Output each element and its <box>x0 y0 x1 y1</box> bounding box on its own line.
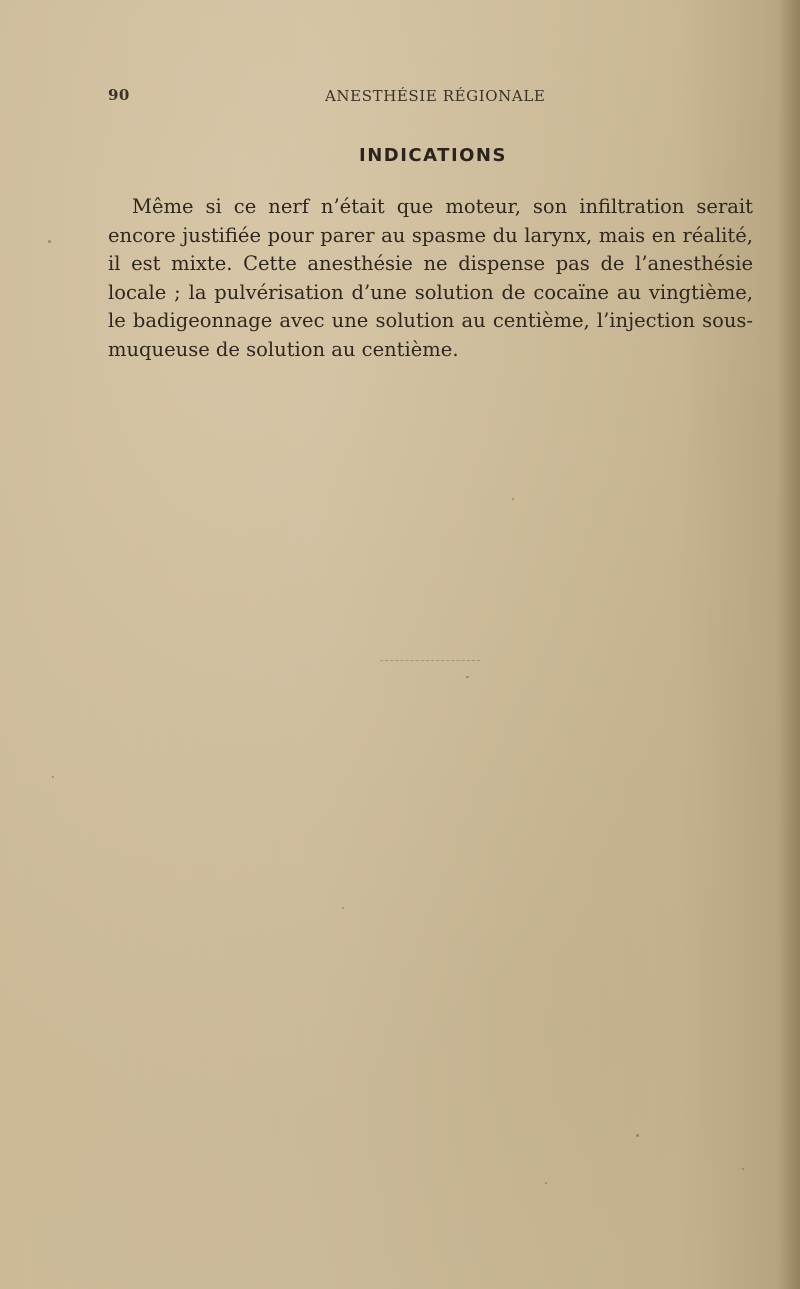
paper-speck <box>636 1134 639 1137</box>
paper-speck <box>512 498 514 500</box>
running-title: ANESTHÉSIE RÉGIONALE <box>325 87 546 105</box>
paper-speck <box>742 1168 744 1170</box>
paper-speck <box>52 776 54 778</box>
paper-speck <box>545 1182 547 1184</box>
paper-speck <box>466 676 469 678</box>
running-head <box>0 86 800 108</box>
faint-mark <box>380 660 480 662</box>
page-number: 90 <box>108 86 130 104</box>
body-paragraph: Même si ce nerf n’était que moteur, son infiltration serait encore justifiée pour parer au spasme du larynx, mais en réalité, il est mixte. Cette anesthésie ne dispense pas de l’anesthésie locale ; la pulvérisation d’une solution de cocaïne au vingtième, le badigeonnage avec une solution au centième, l’injection sous-muqueuse de solution au centième. <box>108 195 753 361</box>
section-heading: INDICATIONS <box>359 145 507 166</box>
page-edge-shadow <box>778 0 800 1289</box>
paper-speck <box>342 907 344 909</box>
paper-speck <box>48 240 51 243</box>
